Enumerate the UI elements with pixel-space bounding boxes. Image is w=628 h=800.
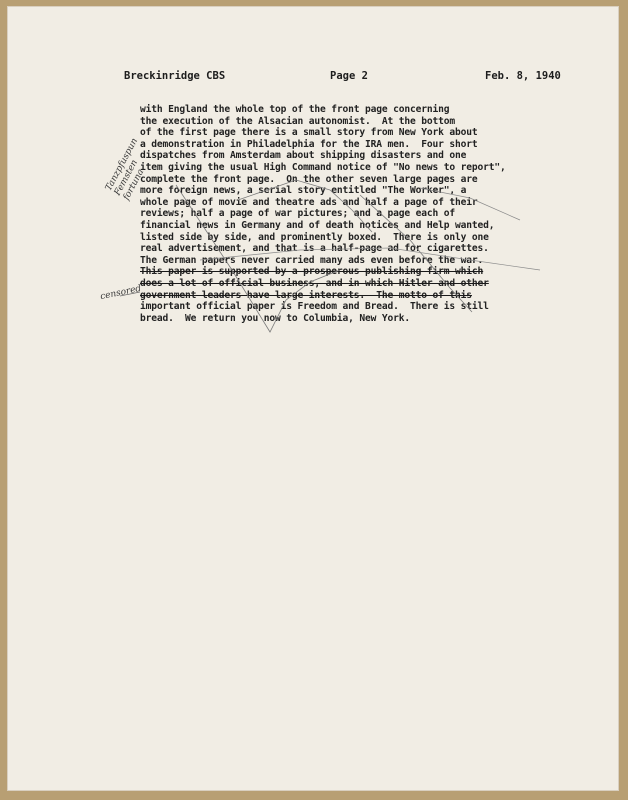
body-line: of the first page there is a small story from New York about [140, 127, 478, 139]
handwritten-censored-note: censored [99, 283, 143, 303]
body-line: real advertisement, and that is a half-page ad for cigarettes. [140, 243, 489, 255]
page-number: Page 2 [330, 70, 368, 82]
censored-line: government leaders have large interests. The motto of this [140, 289, 472, 301]
typed-body [140, 104, 610, 324]
author-network: Breckinridge CBS [124, 70, 226, 82]
body-line: whole page of movie and theatre ads and half a page of their [140, 196, 478, 208]
body-line: more foreign news, a serial story entitled "The Worker", a [140, 185, 467, 197]
body-line: financial news in Germany and of death notices and Help wanted, [140, 219, 495, 231]
body-line: The German papers never carried many ads even before the war. [140, 254, 484, 266]
body-line: dispatches from Amsterdam about shipping disasters and one [140, 150, 467, 162]
body-line: important official paper is Freedom and Bread. There is still [140, 301, 489, 313]
body-line: reviews; half a page of war pictures; and a page each of [140, 208, 456, 220]
page-header [0, 70, 628, 90]
body-line: the execution of the Alsacian autonomist. At the bottom [140, 115, 456, 127]
handwritten-margin-note: Tanzpfuspun Femsten fortuna [104, 136, 147, 203]
censored-line: does a lot of official business, and in which Hitler and other [140, 277, 489, 289]
body-line: item giving the usual High Command notice of "No news to report", [140, 161, 506, 173]
body-line: with England the whole top of the front page concerning [140, 104, 450, 115]
body-line: a demonstration in Philadelphia for the IRA men. Four short [140, 138, 478, 150]
censored-line: This paper is supported by a prosperous publishing firm which [140, 266, 484, 278]
body-line: complete the front page. On the other seven large pages are [140, 173, 478, 185]
date: Feb. 8, 1940 [485, 70, 561, 82]
body-line: listed side by side, and prominently boxed. There is only one [140, 231, 489, 243]
body-line: bread. We return you now to Columbia, New York. [140, 312, 411, 324]
